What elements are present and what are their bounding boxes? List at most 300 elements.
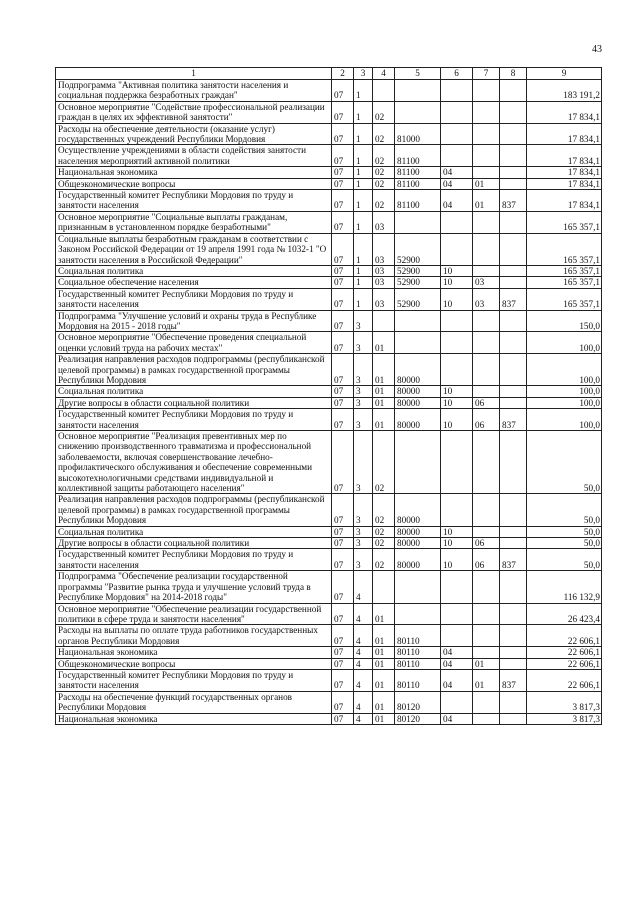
code-section: 10 <box>441 288 473 310</box>
code-ministry <box>500 625 527 647</box>
code-grbs: 07 <box>332 409 354 431</box>
code-grbs: 07 <box>332 494 354 526</box>
code-subsection <box>473 625 500 647</box>
code-grbs: 07 <box>332 167 354 178</box>
code-section <box>441 80 473 102</box>
row-description: Подпрограмма "Активная политика занятости населения и социальная поддержка безработных граждан" <box>56 80 332 102</box>
row-amount: 165 357,1 <box>527 233 602 265</box>
row-description: Социальная политика <box>56 526 332 537</box>
code-subprogram: 3 <box>354 354 373 386</box>
code-ministry: 837 <box>500 288 527 310</box>
row-amount: 165 357,1 <box>527 288 602 310</box>
code-subsection <box>473 691 500 713</box>
row-description: Основное мероприятие "Содействие профессиональной реализации граждан в целях их эффективной занятости" <box>56 101 332 123</box>
column-header: 1 <box>56 68 332 80</box>
code-grbs: 07 <box>332 538 354 549</box>
row-description: Социальная политика <box>56 265 332 276</box>
table-row <box>56 265 602 276</box>
page-number: 43 <box>592 44 602 55</box>
row-amount: 100,0 <box>527 386 602 397</box>
table-row <box>56 354 602 386</box>
code-ministry: 837 <box>500 409 527 431</box>
code-event: 01 <box>373 647 395 658</box>
code-ministry <box>500 277 527 288</box>
code-subsection <box>473 354 500 386</box>
code-section: 04 <box>441 647 473 658</box>
code-grbs: 07 <box>332 310 354 332</box>
code-grbs: 07 <box>332 211 354 233</box>
code-event: 02 <box>373 178 395 189</box>
row-amount: 50,0 <box>527 549 602 571</box>
table-row <box>56 178 602 189</box>
code-grbs: 07 <box>332 288 354 310</box>
code-event: 03 <box>373 265 395 276</box>
table-row <box>56 538 602 549</box>
row-description: Основное мероприятие "Обеспечение реализации государственной политики в сфере труда и занятости населения" <box>56 603 332 625</box>
code-event: 02 <box>373 538 395 549</box>
table-row <box>56 145 602 167</box>
row-amount: 100,0 <box>527 409 602 431</box>
row-description: Государственный комитет Республики Мордовия по труду и занятости населения <box>56 409 332 431</box>
code-event: 02 <box>373 101 395 123</box>
code-subprogram: 4 <box>354 669 373 691</box>
code-subsection <box>473 332 500 354</box>
code-subprogram: 1 <box>354 123 373 145</box>
code-ministry <box>500 526 527 537</box>
code-expense-direction <box>395 332 441 354</box>
table-row <box>56 691 602 713</box>
code-subprogram: 4 <box>354 647 373 658</box>
code-event: 03 <box>373 211 395 233</box>
code-subsection: 03 <box>473 288 500 310</box>
code-section: 10 <box>441 277 473 288</box>
code-expense-direction: 81100 <box>395 167 441 178</box>
row-amount: 22 606,1 <box>527 658 602 669</box>
row-description: Социальная политика <box>56 386 332 397</box>
code-section <box>441 691 473 713</box>
row-amount: 3 817,3 <box>527 713 602 724</box>
code-expense-direction: 52900 <box>395 277 441 288</box>
code-subprogram: 1 <box>354 265 373 276</box>
table-row <box>56 409 602 431</box>
code-expense-direction: 81100 <box>395 190 441 212</box>
code-grbs: 07 <box>332 145 354 167</box>
code-grbs: 07 <box>332 647 354 658</box>
code-expense-direction: 80110 <box>395 658 441 669</box>
table-row <box>56 669 602 691</box>
code-subsection <box>473 713 500 724</box>
row-description: Осуществление учреждениями в области содействия занятости населения мероприятий активной политики <box>56 145 332 167</box>
code-subsection <box>473 647 500 658</box>
code-subprogram: 1 <box>354 211 373 233</box>
row-amount: 165 357,1 <box>527 277 602 288</box>
code-subsection <box>473 211 500 233</box>
code-grbs: 07 <box>332 354 354 386</box>
code-subprogram: 3 <box>354 409 373 431</box>
code-grbs: 07 <box>332 123 354 145</box>
table-row <box>56 332 602 354</box>
code-section <box>441 233 473 265</box>
code-section <box>441 211 473 233</box>
code-subprogram: 1 <box>354 178 373 189</box>
code-expense-direction: 52900 <box>395 233 441 265</box>
code-expense-direction: 80000 <box>395 354 441 386</box>
code-grbs: 07 <box>332 397 354 408</box>
table-row <box>56 123 602 145</box>
table-row <box>56 494 602 526</box>
code-expense-direction <box>395 431 441 494</box>
code-section: 04 <box>441 190 473 212</box>
code-subsection: 01 <box>473 658 500 669</box>
row-description: Национальная экономика <box>56 713 332 724</box>
code-ministry <box>500 145 527 167</box>
table-row <box>56 713 602 724</box>
code-event: 02 <box>373 123 395 145</box>
table-row <box>56 549 602 571</box>
row-amount: 50,0 <box>527 494 602 526</box>
row-amount: 116 132,9 <box>527 571 602 603</box>
code-ministry <box>500 691 527 713</box>
row-amount: 100,0 <box>527 354 602 386</box>
code-grbs: 07 <box>332 277 354 288</box>
table-row <box>56 647 602 658</box>
code-event: 01 <box>373 691 395 713</box>
row-description: Государственный комитет Республики Мордовия по труду и занятости населения <box>56 190 332 212</box>
code-event <box>373 80 395 102</box>
code-section: 10 <box>441 409 473 431</box>
column-header: 4 <box>373 68 395 80</box>
code-subprogram: 1 <box>354 277 373 288</box>
code-expense-direction: 81000 <box>395 123 441 145</box>
code-event: 01 <box>373 713 395 724</box>
column-header: 9 <box>527 68 602 80</box>
code-expense-direction <box>395 571 441 603</box>
code-grbs: 07 <box>332 233 354 265</box>
table-row <box>56 431 602 494</box>
code-ministry <box>500 658 527 669</box>
code-expense-direction <box>395 211 441 233</box>
code-section <box>441 603 473 625</box>
code-subprogram: 4 <box>354 571 373 603</box>
code-subsection: 01 <box>473 178 500 189</box>
code-grbs: 07 <box>332 571 354 603</box>
code-event: 01 <box>373 669 395 691</box>
row-amount: 26 423,4 <box>527 603 602 625</box>
code-ministry <box>500 713 527 724</box>
code-subsection <box>473 603 500 625</box>
code-subsection <box>473 167 500 178</box>
row-amount: 183 191,2 <box>527 80 602 102</box>
code-event: 03 <box>373 277 395 288</box>
row-amount: 22 606,1 <box>527 669 602 691</box>
table-row <box>56 310 602 332</box>
table-row <box>56 386 602 397</box>
code-subsection: 01 <box>473 669 500 691</box>
code-subprogram: 3 <box>354 494 373 526</box>
code-expense-direction: 80000 <box>395 409 441 431</box>
code-expense-direction: 80120 <box>395 691 441 713</box>
code-ministry <box>500 123 527 145</box>
code-subsection <box>473 494 500 526</box>
code-ministry <box>500 101 527 123</box>
code-section: 04 <box>441 658 473 669</box>
row-description: Основное мероприятие "Обеспечение проведения специальной оценки условий труда на рабочих местах" <box>56 332 332 354</box>
code-subprogram: 3 <box>354 310 373 332</box>
code-section: 10 <box>441 397 473 408</box>
code-expense-direction <box>395 603 441 625</box>
code-expense-direction <box>395 310 441 332</box>
code-ministry <box>500 494 527 526</box>
row-amount: 22 606,1 <box>527 625 602 647</box>
code-ministry: 837 <box>500 190 527 212</box>
code-grbs: 07 <box>332 669 354 691</box>
code-subsection <box>473 386 500 397</box>
code-grbs: 07 <box>332 603 354 625</box>
code-subprogram: 4 <box>354 603 373 625</box>
row-description: Подпрограмма "Обеспечение реализации государственной программы "Развитие рынка труда и улучшение условий труда в Республике Мордовия" на 2014-2018 годы" <box>56 571 332 603</box>
code-subsection: 06 <box>473 538 500 549</box>
code-event: 02 <box>373 190 395 212</box>
row-description: Реализация направления расходов подпрограммы (республиканской целевой программы) в рамках государственной программы Республики Мордовия <box>56 494 332 526</box>
row-description: Основное мероприятие "Реализация превентивных мер по снижению производственного травматизма и профессиональной заболеваемости, включая совершенствование лечебно-профилактического обслуживания и обеспечение современными высокотехнологичными средствами индивидуальной и коллективной защиты работающего населения" <box>56 431 332 494</box>
row-description: Государственный комитет Республики Мордовия по труду и занятости населения <box>56 549 332 571</box>
row-amount: 17 834,1 <box>527 178 602 189</box>
row-description: Государственный комитет Республики Мордовия по труду и занятости населения <box>56 669 332 691</box>
code-subprogram: 1 <box>354 167 373 178</box>
table-row <box>56 277 602 288</box>
code-section <box>441 101 473 123</box>
code-ministry <box>500 431 527 494</box>
code-ministry: 837 <box>500 669 527 691</box>
code-subprogram: 3 <box>354 538 373 549</box>
code-ministry <box>500 603 527 625</box>
code-event: 01 <box>373 332 395 354</box>
code-expense-direction: 81100 <box>395 178 441 189</box>
code-ministry: 837 <box>500 549 527 571</box>
code-section: 10 <box>441 538 473 549</box>
code-expense-direction: 80000 <box>395 386 441 397</box>
code-subsection <box>473 310 500 332</box>
code-expense-direction: 80000 <box>395 526 441 537</box>
table-row <box>56 211 602 233</box>
code-ministry <box>500 386 527 397</box>
code-expense-direction: 80110 <box>395 647 441 658</box>
code-subprogram: 3 <box>354 549 373 571</box>
code-subsection <box>473 123 500 145</box>
code-grbs: 07 <box>332 549 354 571</box>
code-subsection <box>473 526 500 537</box>
row-description: Основное мероприятие "Социальные выплаты гражданам, признанным в установленном порядке безработными" <box>56 211 332 233</box>
code-grbs: 07 <box>332 713 354 724</box>
row-description: Общеэкономические вопросы <box>56 658 332 669</box>
code-section <box>441 431 473 494</box>
code-expense-direction: 81100 <box>395 145 441 167</box>
row-description: Социальные выплаты безработным гражданам в соответствии с Законом Российской Федерации от 19 апреля 1991 года № 1032-1 "О занятости населения в Российской Федерации" <box>56 233 332 265</box>
column-header: 7 <box>473 68 500 80</box>
row-amount: 165 357,1 <box>527 211 602 233</box>
code-grbs: 07 <box>332 691 354 713</box>
code-event: 02 <box>373 167 395 178</box>
row-amount: 17 834,1 <box>527 101 602 123</box>
table-row <box>56 658 602 669</box>
code-subprogram: 1 <box>354 101 373 123</box>
code-subsection: 06 <box>473 397 500 408</box>
row-amount: 150,0 <box>527 310 602 332</box>
row-description: Подпрограмма "Улучшение условий и охраны труда в Республике Мордовия на 2015 - 2018 годы" <box>56 310 332 332</box>
code-ministry <box>500 647 527 658</box>
code-subsection <box>473 431 500 494</box>
code-subprogram: 3 <box>354 397 373 408</box>
row-amount: 165 357,1 <box>527 265 602 276</box>
code-section <box>441 571 473 603</box>
row-description: Государственный комитет Республики Мордовия по труду и занятости населения <box>56 288 332 310</box>
code-event <box>373 310 395 332</box>
table-row <box>56 288 602 310</box>
code-event: 01 <box>373 354 395 386</box>
code-section: 04 <box>441 167 473 178</box>
code-expense-direction <box>395 101 441 123</box>
table-row <box>56 571 602 603</box>
code-section <box>441 310 473 332</box>
table-row <box>56 190 602 212</box>
row-amount: 17 834,1 <box>527 145 602 167</box>
code-expense-direction: 80110 <box>395 625 441 647</box>
row-description: Расходы на выплаты по оплате труда работников государственных органов Республики Мордовия <box>56 625 332 647</box>
code-section <box>441 123 473 145</box>
row-amount: 50,0 <box>527 538 602 549</box>
code-event: 01 <box>373 603 395 625</box>
table-row <box>56 526 602 537</box>
code-event: 02 <box>373 494 395 526</box>
code-section: 10 <box>441 549 473 571</box>
code-expense-direction: 80000 <box>395 494 441 526</box>
code-expense-direction: 80000 <box>395 549 441 571</box>
code-grbs: 07 <box>332 101 354 123</box>
code-subsection: 06 <box>473 409 500 431</box>
table-row <box>56 80 602 102</box>
code-subsection: 03 <box>473 277 500 288</box>
code-event: 03 <box>373 233 395 265</box>
code-grbs: 07 <box>332 625 354 647</box>
code-expense-direction: 80110 <box>395 669 441 691</box>
budget-table <box>55 67 602 725</box>
code-grbs: 07 <box>332 178 354 189</box>
code-ministry <box>500 538 527 549</box>
code-grbs: 07 <box>332 190 354 212</box>
code-section <box>441 625 473 647</box>
code-ministry <box>500 310 527 332</box>
code-event: 02 <box>373 431 395 494</box>
row-amount: 17 834,1 <box>527 190 602 212</box>
column-header: 6 <box>441 68 473 80</box>
code-grbs: 07 <box>332 386 354 397</box>
column-header: 3 <box>354 68 373 80</box>
column-header: 2 <box>332 68 354 80</box>
code-subsection: 01 <box>473 190 500 212</box>
table-header-row <box>56 68 602 80</box>
code-subsection <box>473 101 500 123</box>
code-subprogram: 3 <box>354 526 373 537</box>
code-expense-direction <box>395 80 441 102</box>
code-subprogram: 4 <box>354 625 373 647</box>
code-grbs: 07 <box>332 332 354 354</box>
code-subprogram: 1 <box>354 288 373 310</box>
code-section: 04 <box>441 178 473 189</box>
code-expense-direction: 52900 <box>395 265 441 276</box>
code-event: 02 <box>373 526 395 537</box>
code-event: 02 <box>373 549 395 571</box>
code-grbs: 07 <box>332 658 354 669</box>
code-subprogram: 3 <box>354 332 373 354</box>
code-subprogram: 4 <box>354 658 373 669</box>
code-section: 10 <box>441 265 473 276</box>
row-description: Расходы на обеспечение деятельности (оказание услуг) государственных учреждений Республики Мордовия <box>56 123 332 145</box>
code-ministry <box>500 354 527 386</box>
code-subprogram: 3 <box>354 431 373 494</box>
row-description: Другие вопросы в области социальной политики <box>56 397 332 408</box>
code-subsection <box>473 265 500 276</box>
code-event: 02 <box>373 145 395 167</box>
code-subprogram: 1 <box>354 80 373 102</box>
code-section: 04 <box>441 669 473 691</box>
code-ministry <box>500 178 527 189</box>
code-subprogram: 4 <box>354 691 373 713</box>
code-event <box>373 571 395 603</box>
code-subsection <box>473 80 500 102</box>
code-event: 01 <box>373 625 395 647</box>
table-row <box>56 233 602 265</box>
table-body <box>56 80 602 725</box>
code-event: 03 <box>373 288 395 310</box>
code-grbs: 07 <box>332 80 354 102</box>
table-row <box>56 101 602 123</box>
code-event: 01 <box>373 658 395 669</box>
table-row <box>56 167 602 178</box>
row-amount: 3 817,3 <box>527 691 602 713</box>
code-ministry <box>500 332 527 354</box>
code-subprogram: 1 <box>354 233 373 265</box>
row-description: Национальная экономика <box>56 647 332 658</box>
code-subsection <box>473 233 500 265</box>
code-event: 01 <box>373 386 395 397</box>
table-row <box>56 603 602 625</box>
code-ministry <box>500 233 527 265</box>
code-section <box>441 145 473 167</box>
code-section: 10 <box>441 526 473 537</box>
row-amount: 50,0 <box>527 431 602 494</box>
row-description: Социальное обеспечение населения <box>56 277 332 288</box>
code-subprogram: 3 <box>354 386 373 397</box>
column-header: 5 <box>395 68 441 80</box>
code-subsection: 06 <box>473 549 500 571</box>
code-event: 01 <box>373 409 395 431</box>
code-ministry <box>500 80 527 102</box>
code-grbs: 07 <box>332 431 354 494</box>
code-expense-direction: 52900 <box>395 288 441 310</box>
row-amount: 50,0 <box>527 526 602 537</box>
row-amount: 17 834,1 <box>527 167 602 178</box>
code-subprogram: 1 <box>354 145 373 167</box>
row-description: Национальная экономика <box>56 167 332 178</box>
code-ministry <box>500 167 527 178</box>
code-expense-direction: 80120 <box>395 713 441 724</box>
code-section <box>441 332 473 354</box>
code-expense-direction: 80000 <box>395 538 441 549</box>
code-section <box>441 354 473 386</box>
row-description: Другие вопросы в области социальной политики <box>56 538 332 549</box>
code-ministry <box>500 571 527 603</box>
code-ministry <box>500 265 527 276</box>
